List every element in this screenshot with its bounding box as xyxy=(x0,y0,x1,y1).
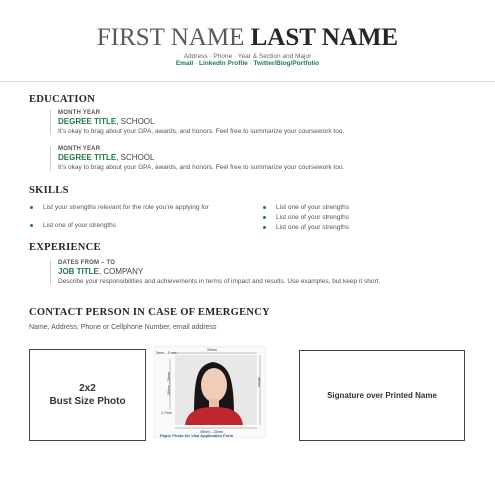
entry-date: DATES FROM – TO xyxy=(58,260,116,266)
emergency-heading: CONTACT PERSON IN CASE OF EMERGENCY xyxy=(29,307,271,318)
school-name: , SCHOOL xyxy=(116,153,155,162)
education-heading: EDUCATION xyxy=(29,94,96,105)
skill-item: List one of your strengths xyxy=(262,203,476,212)
entry-date: MONTH YEAR xyxy=(58,110,101,116)
photo-box-label: 2x2 Bust Size Photo xyxy=(49,383,126,407)
resume-name xyxy=(0,24,495,52)
skills-heading: SKILLS xyxy=(29,185,69,196)
degree-title: DEGREE TITLE xyxy=(58,117,117,126)
contact-line: Address · Phone · Year & Section and Major xyxy=(183,53,312,60)
job-title: JOB TITLE xyxy=(58,267,99,276)
spec-total-height: 48mm xyxy=(257,377,261,387)
link-separator: · xyxy=(249,60,252,67)
entry-role xyxy=(58,153,344,162)
skill-item: List one of your strengths xyxy=(262,213,476,222)
entry-role xyxy=(58,267,380,276)
links-line xyxy=(0,60,495,67)
passport-photo-spec xyxy=(154,346,266,438)
entry-date: MONTH YEAR xyxy=(58,146,101,152)
linkedin-link[interactable]: LinkedIn Profile xyxy=(198,60,248,67)
degree-title: DEGREE TITLE xyxy=(58,153,117,162)
entry-description: It’s okay to brag about your GPA, awards, and honors. Feel free to summarize your coursework too. xyxy=(58,164,345,171)
spec-chin: 1.7mm xyxy=(161,411,172,415)
face xyxy=(201,368,227,402)
photo-box[interactable] xyxy=(29,349,146,441)
emergency-details: Name, Address, Phone or Cellphone Number, email address xyxy=(29,324,217,331)
link-separator: · xyxy=(195,60,198,67)
experience-entry xyxy=(50,260,380,285)
education-entry xyxy=(50,110,344,135)
company-name: , COMPANY xyxy=(98,267,144,276)
signature-box[interactable] xyxy=(299,350,465,441)
email-link[interactable]: Email xyxy=(175,60,194,67)
skill-item: List one of your strengths xyxy=(29,221,258,230)
spec-caption: Paper Photo for Visa Application Form xyxy=(160,433,234,438)
skill-item: List one of your strengths xyxy=(262,223,476,232)
spec-face-height: 28mm – 33mm xyxy=(167,371,171,395)
education-entry xyxy=(50,146,344,171)
spec-bottom-width: 35mm – 22mm xyxy=(200,430,224,434)
passport-photo-illustration xyxy=(155,347,265,437)
header-divider xyxy=(0,81,495,82)
school-name: , SCHOOL xyxy=(116,117,155,126)
entry-role xyxy=(58,117,344,126)
experience-heading: EXPERIENCE xyxy=(29,242,101,253)
spec-head-top: 3mm – 5 mm xyxy=(156,351,177,355)
skill-item: List your strengths relevant for the role you’re applying for xyxy=(29,203,258,212)
entry-description: Describe your responsibilities and achievements in terms of impact and results. Use examples, but keep it short. xyxy=(58,278,381,285)
portfolio-link[interactable]: Twitter/Blog/Portfolio xyxy=(253,60,320,67)
signature-box-label: Signature over Printed Name xyxy=(327,391,437,400)
spec-top-width: 33mm xyxy=(207,348,217,352)
entry-description: It’s okay to brag about your GPA, awards, and honors. Feel free to summarize your coursework too. xyxy=(58,128,345,135)
first-name: FIRST NAME xyxy=(96,24,245,51)
last-name: LAST NAME xyxy=(250,24,399,51)
